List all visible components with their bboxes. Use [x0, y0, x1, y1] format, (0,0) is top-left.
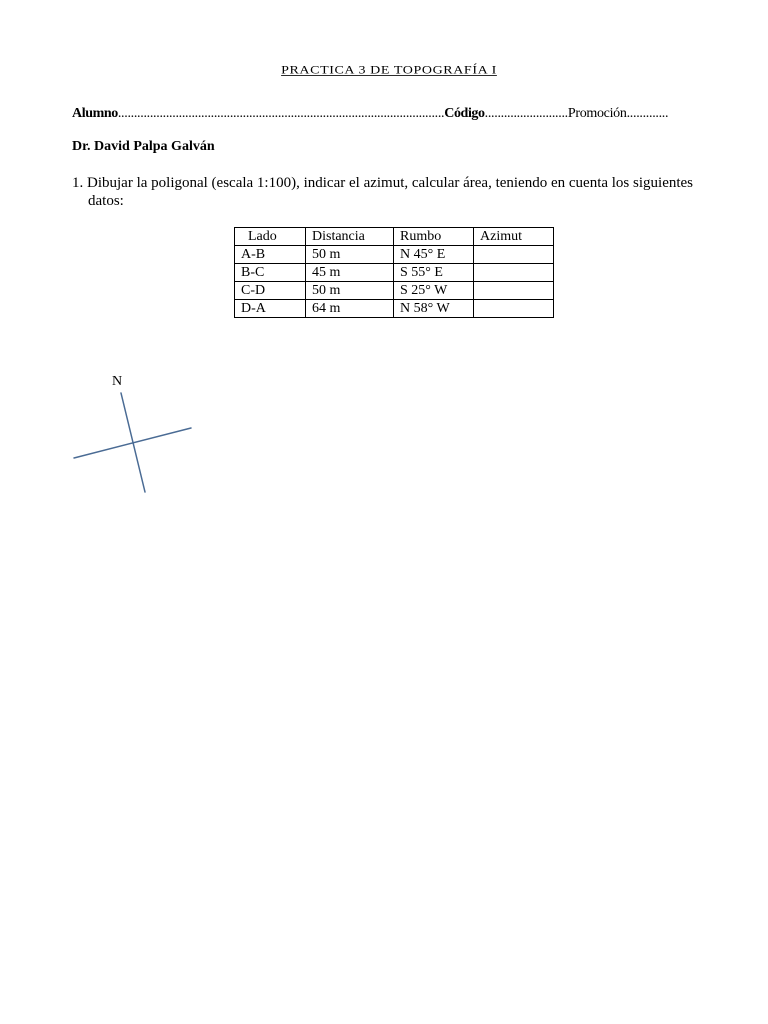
header-distancia: Distancia [306, 228, 394, 246]
header-lado: Lado [235, 228, 306, 246]
codigo-label: Código [444, 106, 485, 121]
question-1 [72, 174, 698, 210]
north-label: N [112, 374, 123, 389]
cell-azimut [474, 300, 554, 318]
alumno-blank: ...................................................................................................... [117, 106, 445, 121]
table-row [235, 264, 554, 282]
cell-lado: C-D [235, 282, 306, 300]
cell-rumbo: S 25° W [394, 282, 474, 300]
cell-distancia: 50 m [306, 246, 394, 264]
table-header-row [235, 228, 554, 246]
promocion-blank: ............. [626, 106, 669, 121]
header-rumbo: Rumbo [394, 228, 474, 246]
cell-azimut [474, 264, 554, 282]
cell-lado: D-A [235, 300, 306, 318]
cell-azimut [474, 246, 554, 264]
table-row [235, 282, 554, 300]
cell-azimut [474, 282, 554, 300]
teacher-name: Dr. David Palpa Galván [72, 139, 215, 154]
cell-lado: A-B [235, 246, 306, 264]
table-row [235, 246, 554, 264]
document-title: PRACTICA 3 DE TOPOGRAFÍA I [281, 64, 497, 77]
alumno-label: Alumno [72, 106, 118, 121]
question-line-2: datos: [88, 193, 124, 209]
cell-rumbo: N 58° W [394, 300, 474, 318]
cell-distancia: 45 m [306, 264, 394, 282]
header-azimut: Azimut [474, 228, 554, 246]
east-west-line [74, 428, 191, 458]
cell-rumbo: S 55° E [394, 264, 474, 282]
question-line-1: 1. Dibujar la poligonal (escala 1:100), indicar el azimut, calcular área, teniendo en cuenta los siguientes [72, 175, 694, 191]
cell-lado: B-C [235, 264, 306, 282]
student-info-line [72, 106, 696, 122]
codigo-blank: .......................... [484, 106, 568, 121]
table-row [235, 300, 554, 318]
compass-cross-icon [70, 390, 195, 495]
promocion-label: Promoción [567, 106, 627, 121]
survey-data-table [234, 227, 554, 318]
cell-distancia: 64 m [306, 300, 394, 318]
cell-distancia: 50 m [306, 282, 394, 300]
cell-rumbo: N 45° E [394, 246, 474, 264]
